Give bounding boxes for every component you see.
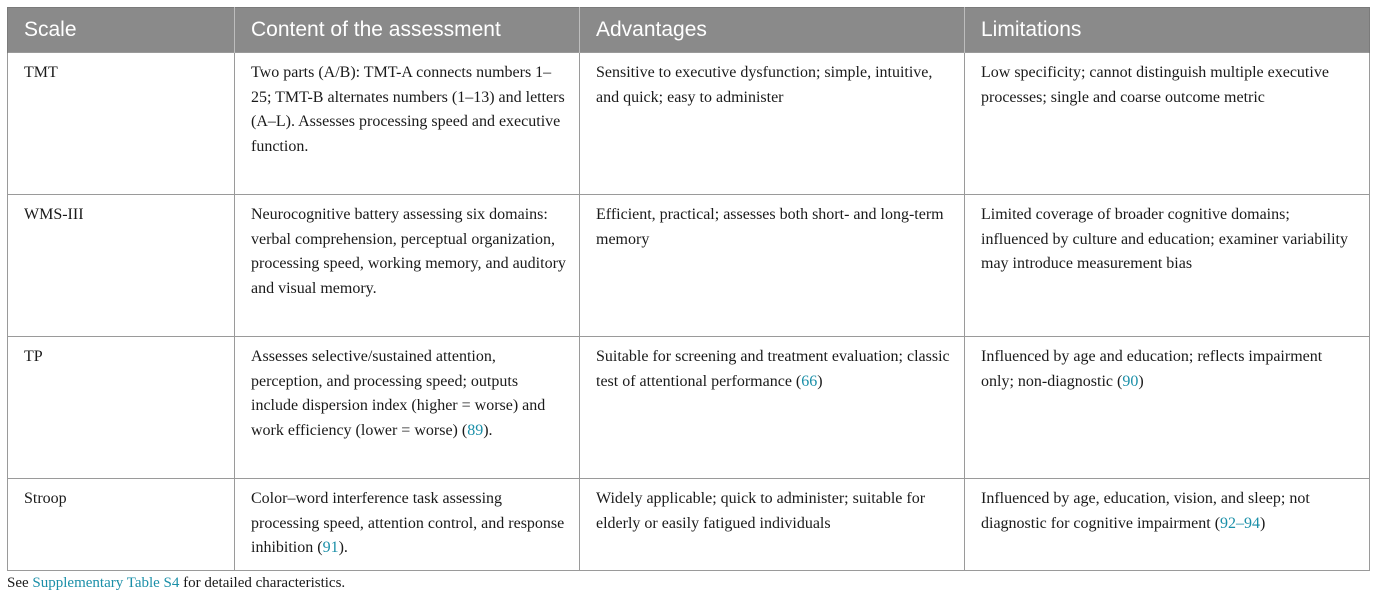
cell-scale: Stroop <box>8 479 235 571</box>
cell-content <box>235 479 580 571</box>
cell-scale: WMS-III <box>8 195 235 337</box>
cell-text: Suitable for screening and treatment evaluation; classic test of attentional performance ( <box>596 348 950 390</box>
cell-text: Influenced by age, education, vision, and sleep; not diagnostic for cognitive impairment ( <box>981 490 1310 532</box>
citation-link[interactable]: 90 <box>1122 372 1139 390</box>
cell-content <box>235 337 580 479</box>
cell-content: Two parts (A/B): TMT-A connects numbers 1–25; TMT-B alternates numbers (1–13) and letters (A–L). Assesses processing speed and executive function. <box>235 53 580 195</box>
cell-text: Color–word interference task assessing processing speed, attention control, and response inhibition ( <box>251 490 565 557</box>
table-row <box>8 479 1370 571</box>
assessment-table-container <box>7 7 1369 571</box>
cell-advantages <box>580 337 965 479</box>
citation-link[interactable]: 92–94 <box>1220 514 1261 532</box>
cell-text: ). <box>483 421 493 439</box>
cell-text: ) <box>1260 514 1266 532</box>
cell-content: Neurocognitive battery assessing six domains: verbal comprehension, perceptual organization, processing speed, working memory, and auditory and visual memory. <box>235 195 580 337</box>
cell-text: ) <box>817 372 823 390</box>
cell-advantages: Efficient, practical; assesses both short- and long-term memory <box>580 195 965 337</box>
table-row <box>8 53 1370 195</box>
header-limitations: Limitations <box>965 8 1370 53</box>
supplementary-table-link[interactable]: Supplementary Table S4 <box>32 575 180 591</box>
cell-text: ) <box>1138 372 1144 390</box>
table-footnote <box>7 575 345 592</box>
cell-scale: TMT <box>8 53 235 195</box>
footnote-text: See <box>7 575 33 591</box>
cell-limitations: Limited coverage of broader cognitive domains; influenced by culture and education; examiner variability may introduce measurement bias <box>965 195 1370 337</box>
cell-advantages: Sensitive to executive dysfunction; simple, intuitive, and quick; easy to administer <box>580 53 965 195</box>
citation-link[interactable]: 91 <box>322 539 339 557</box>
citation-link[interactable]: 89 <box>467 421 484 439</box>
cell-limitations: Low specificity; cannot distinguish multiple executive processes; single and coarse outcome metric <box>965 53 1370 195</box>
table-row <box>8 337 1370 479</box>
table-header-row <box>8 8 1370 53</box>
cell-advantages: Widely applicable; quick to administer; suitable for elderly or easily fatigued individuals <box>580 479 965 571</box>
header-scale: Scale <box>8 8 235 53</box>
table-row <box>8 195 1370 337</box>
footnote-text: for detailed characteristics. <box>179 575 346 591</box>
assessment-scales-table <box>7 7 1370 571</box>
cell-limitations <box>965 337 1370 479</box>
cell-text: Assesses selective/sustained attention, perception, and processing speed; outputs include dispersion index (higher = worse) and work efficiency (lower = worse) ( <box>251 348 546 439</box>
header-content: Content of the assessment <box>235 8 580 53</box>
header-advantages: Advantages <box>580 8 965 53</box>
citation-link[interactable]: 66 <box>801 372 818 390</box>
cell-scale: TP <box>8 337 235 479</box>
cell-text: Influenced by age and education; reflects impairment only; non-diagnostic ( <box>981 348 1323 390</box>
cell-limitations <box>965 479 1370 571</box>
cell-text: ). <box>338 539 348 557</box>
